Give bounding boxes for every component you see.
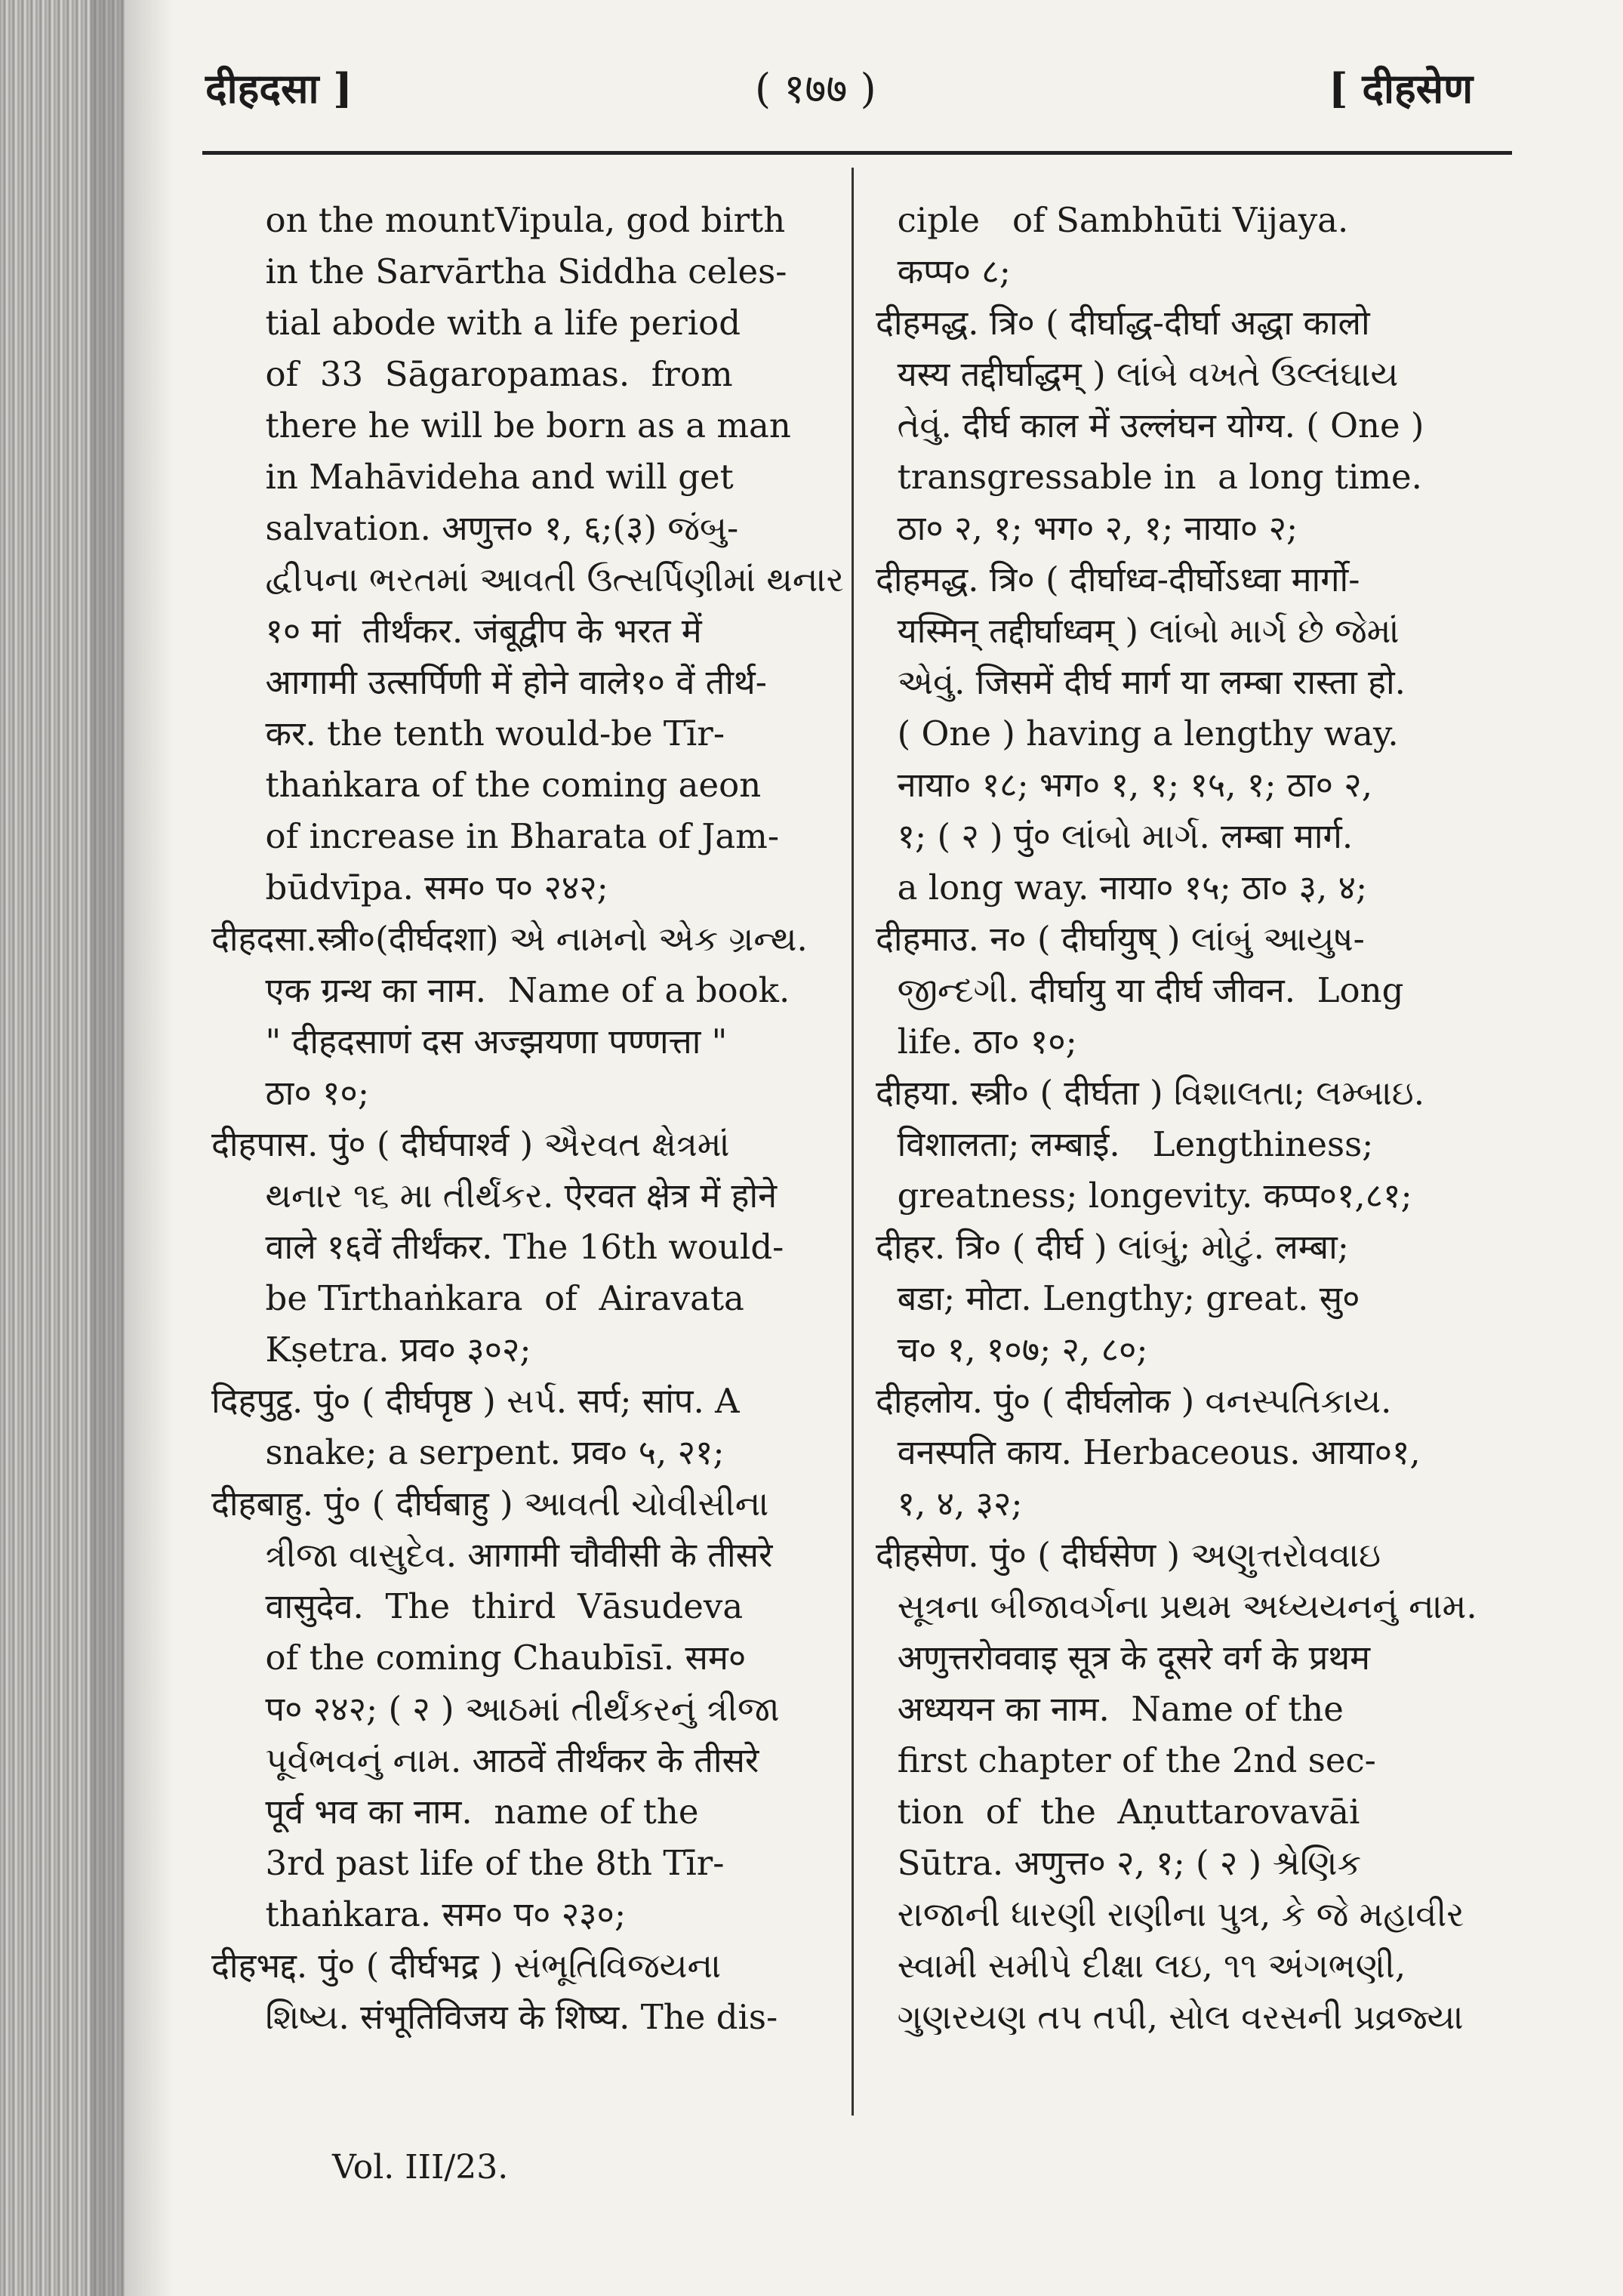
- text-line: tial abode with a life period: [211, 303, 741, 343]
- text-line: first chapter of the 2nd sec-: [876, 1740, 1376, 1780]
- text-line: अणुत्तरोववाइ सूत्र के दूसरे वर्ग के प्रथम: [876, 1638, 1371, 1678]
- text-line: greatness; longevity. कप्प०१,८१;: [876, 1176, 1412, 1216]
- text-line: સૂત્રના બીજાવર્ગના પ્રથમ અધ્યયનનું નામ.: [876, 1586, 1477, 1626]
- text-line: वनस्पति काय. Herbaceous. आया०१,: [876, 1432, 1421, 1472]
- text-line: tion of the Aṇuttarovavāi: [876, 1792, 1360, 1832]
- text-line: आगामी उत्सर्पिणी में होने वाले१० वें तीर्थ-: [211, 662, 767, 702]
- binding-shadow: [91, 0, 174, 2296]
- text-line: transgressable in a long time.: [876, 457, 1422, 497]
- text-line: दीहपास. पुं० ( दीर्घपार्श्व ) ઐરવત ક્ષેત્રમાં: [211, 1124, 730, 1164]
- text-line: दीहदसा.स्त्री०(दीर्घदशा) એ નામનો એક ગ્રન્થ.: [211, 919, 808, 959]
- text-line: thaṅkara. सम० प० २३०;: [211, 1894, 627, 1934]
- text-line: नाया० १८; भग० १, १; १५, १; ठा० २,: [876, 765, 1372, 805]
- text-line: 3rd past life of the 8th Tīr-: [211, 1843, 725, 1883]
- text-line: in Mahāvideha and will get: [211, 457, 734, 497]
- header-rule: [202, 151, 1512, 155]
- text-line: એવું. जिसमें दीर्घ मार्ग या लम्बा रास्ता हो.: [876, 662, 1406, 702]
- text-line: સ્વામી સમીપે દીક્ષા લઇ, ૧૧ અંગભણી,: [876, 1946, 1406, 1986]
- text-line: यस्मिन् तद्दीर्घाध्वम् ) લાંબો માર્ગ છે જેમાં: [876, 611, 1400, 651]
- text-line: on the mountVipula, god birth: [211, 200, 786, 240]
- text-line: રાજાની ધારણી રાણીના પુત્ર, કે જે મહાવીર: [876, 1894, 1464, 1934]
- text-line: in the Sarvārtha Siddha celes-: [211, 251, 787, 291]
- text-line: १० मां तीर्थंकर. जंबूद्वीप के भरत में: [211, 611, 702, 651]
- volume-footer: Vol. III/23.: [332, 2148, 509, 2187]
- text-line: दीहभद्द. पुं० ( दीर्घभद्र ) સંભૂતિવિજયના: [211, 1946, 722, 1986]
- header-right-guideword: [ दीहसेण: [1329, 64, 1474, 112]
- text-line: જીન્દગી. दीर्घायु या दीर्घ जीवन. Long: [876, 970, 1404, 1010]
- text-line: दीहर. त्रि० ( दीर्घ ) લાંબું; મોટું. लम्बा;: [876, 1227, 1349, 1267]
- text-line: वासुदेव. The third Vāsudeva: [211, 1586, 744, 1626]
- text-line: " दीहदसाणं दस अज्झयणा पण्णत्ता ": [211, 1022, 728, 1062]
- text-line: there he will be born as a man: [211, 405, 791, 445]
- text-line: दीहमाउ. न० ( दीर्घायुष् ) લાંબું આયુષ-: [876, 919, 1365, 959]
- text-line: विशालता; लम्बाई. Lengthiness;: [876, 1124, 1374, 1164]
- text-line: be Tīrthaṅkara of Airavata: [211, 1278, 744, 1318]
- text-line: life. ठा० १०;: [876, 1022, 1077, 1062]
- text-line: of 33 Sāgaropamas. from: [211, 354, 733, 394]
- text-line: दिहपुट्ठ. पुं० ( दीर्घपृष्ठ ) સર્પ. सर्प; सांप. A: [211, 1381, 740, 1421]
- text-line: શિષ્ય. संभूतिविजय के शिष्य. The dis-: [211, 1997, 778, 2037]
- text-line: अध्ययन का नाम. Name of the: [876, 1689, 1344, 1729]
- text-line: १; ( २ ) पुं० લાંબો માર્ગ. लम्बा मार्ग.: [876, 816, 1354, 856]
- text-line: दीहमद्ध. त्रि० ( दीर्घाद्ध-दीर्घा अद्धा कालो: [876, 303, 1370, 343]
- text-line: ત્રીજા વાસુદેવ. आगामी चौवीसी के तीसरे: [211, 1535, 773, 1575]
- text-line: Kṣetra. प्रव० ३०२;: [211, 1330, 531, 1370]
- text-line: પૂર્વભવનું નામ. आठवें तीर्थंकर के तीसरे: [211, 1740, 759, 1780]
- text-line: થનાર ૧૬ મા તીર્થંકર. ऐरवत क्षेत्र में होने: [211, 1176, 778, 1216]
- text-line: salvation. अणुत्त० १, ६;(३) જંબુ-: [211, 508, 739, 548]
- text-line: दीहमद्ध. त्रि० ( दीर्घाध्व-दीर्घोऽध्वा मार्गो-: [876, 559, 1360, 599]
- text-line: thaṅkara of the coming aeon: [211, 765, 762, 805]
- text-line: ( One ) having a lengthy way.: [876, 713, 1399, 754]
- text-line: दीहसेण. पुं० ( दीर्घसेण ) અણુત્તરોવવાઇ: [876, 1535, 1381, 1575]
- left-column: [211, 195, 844, 2043]
- text-line: Sūtra. अणुत्त० २, १; ( २ ) શ્રેણિક: [876, 1843, 1362, 1883]
- text-line: दीहया. स्त्री० ( दीर्घता ) વિશાલતા; લમ્બાઇ.: [876, 1073, 1425, 1113]
- text-line: of the coming Chaubīsī. सम०: [211, 1638, 747, 1678]
- text-line: a long way. नाया० १५; ठा० ३, ४;: [876, 868, 1368, 908]
- text-line: १, ४, ३२;: [876, 1484, 1023, 1524]
- text-line: ठा० १०;: [211, 1073, 369, 1113]
- text-line: प० २४२; ( २ ) આઠમાં તીર્થંકરનું ત્રીજા: [211, 1689, 780, 1729]
- text-line: वाले १६वें तीर्थंकर. The 16th would-: [211, 1227, 784, 1267]
- text-line: कप्प० ८;: [876, 251, 1011, 291]
- text-line: દ્વીપના ભરતમાં આવતી ઉત્સર્પિણીમાં થનાર: [211, 559, 844, 599]
- text-line: पूर्व भव का नाम. name of the: [211, 1792, 699, 1832]
- text-line: būdvīpa. सम० प० २४२;: [211, 868, 608, 908]
- text-line: यस्य तद्दीर्घाद्धम् ) લાંબે વખતે ઉલ્લંઘાય: [876, 354, 1399, 394]
- text-line: તેવું. दीर्घ काल में उल्लंघन योग्य. ( One ): [876, 405, 1424, 445]
- text-line: ठा० २, १; भग० २, १; नाया० २;: [876, 508, 1298, 548]
- text-line: दीहलोय. पुं० ( दीर्घलोक ) વનસ્પતિકાય.: [876, 1381, 1392, 1421]
- right-column: [876, 195, 1517, 2043]
- text-line: ગુણરયણ તપ તપી, સોલ વરસની પ્રવ્રજ્યા: [876, 1997, 1464, 2037]
- page-number: ( १७७ ): [755, 65, 876, 112]
- text-line: snake; a serpent. प्रव० ५, २१;: [211, 1432, 725, 1472]
- text-line: कर. the tenth would-be Tīr-: [211, 713, 725, 754]
- text-line: च० १, १०७; २, ८०;: [876, 1330, 1148, 1370]
- column-divider: [852, 168, 854, 2116]
- text-line: बडा; मोटा. Lengthy; great. सु०: [876, 1278, 1360, 1318]
- text-line: एक ग्रन्थ का नाम. Name of a book.: [211, 970, 790, 1010]
- header-left-guideword: दीहदसा ]: [205, 64, 353, 112]
- text-line: दीहबाहु. पुं० ( दीर्घबाहु ) આવતી ચોવીસીના: [211, 1484, 769, 1524]
- text-line: ciple of Sambhūti Vijaya.: [876, 200, 1349, 240]
- text-line: of increase in Bharata of Jam-: [211, 816, 780, 856]
